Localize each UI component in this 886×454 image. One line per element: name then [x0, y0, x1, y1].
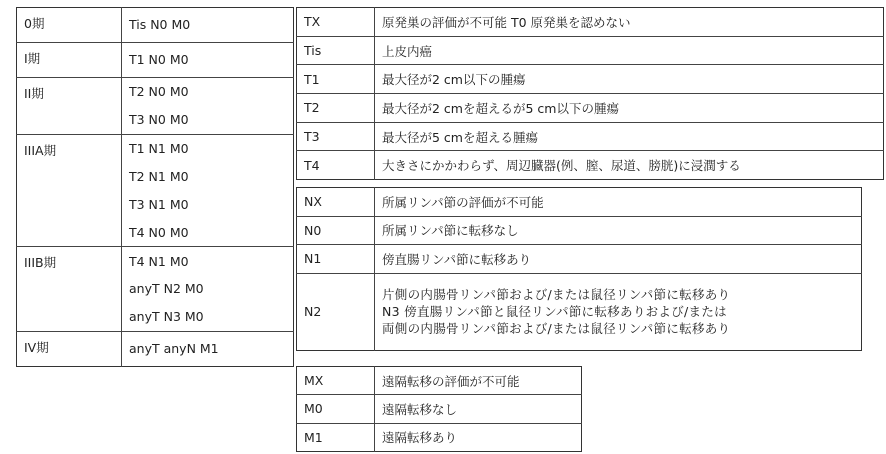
stage-label: IV期: [17, 331, 122, 366]
m-description: 遠隔転移なし: [375, 395, 582, 423]
t-code: T1: [297, 65, 375, 94]
stage-tnm: anyT N3 M0: [129, 309, 204, 325]
stage-row: [17, 42, 294, 77]
t-description: 上皮内癌: [375, 36, 884, 65]
t-description: 原発巣の評価が不可能 T0 原発巣を認めない: [382, 14, 631, 30]
n-code: N1: [297, 245, 375, 274]
m-row: [297, 423, 582, 451]
m-row: [297, 395, 582, 423]
m-description: 遠隔転移あり: [375, 423, 582, 451]
n2-description-line: N3 傍直腸リンパ節と鼠径リンパ節に転移ありおよび/または: [382, 304, 727, 320]
stage-tnm: T4 N0 M0: [129, 224, 189, 240]
stage-row: [17, 331, 294, 366]
m-description: 遠隔転移の評価が不可能: [382, 373, 520, 389]
t-row: [297, 122, 884, 151]
t-row: [297, 65, 884, 94]
stage-tnm: T2 N1 M0: [129, 168, 189, 184]
n-code: N2: [297, 273, 375, 350]
stage-tnm: anyT N2 M0: [129, 281, 204, 297]
t-code: T2: [297, 94, 375, 123]
n-row: [297, 273, 862, 350]
stage-row: [17, 8, 294, 43]
stage-tnm: T3 N0 M0: [129, 112, 189, 128]
stage-label: 0期: [17, 8, 122, 43]
t-classification-table: [296, 7, 884, 180]
n-code: NX: [297, 188, 375, 217]
t-code: T4: [297, 151, 375, 180]
t-code: Tis: [297, 36, 375, 65]
m-classification-table: [296, 366, 582, 452]
stage-row: [17, 134, 294, 162]
t-row: [297, 8, 884, 37]
t-row: [297, 94, 884, 123]
n2-description-line: 両側の内腸骨リンパ節および/または鼠径リンパ節に転移あり: [382, 321, 731, 337]
stage-label: IIIA期: [17, 134, 122, 247]
n2-description-line: 片側の内腸骨リンパ節および/または鼠径リンパ節に転移あり: [382, 287, 731, 303]
t-description: 最大径が2 cm以下の腫瘍: [375, 65, 884, 94]
stage-label: I期: [17, 42, 122, 77]
stage-tnm: T2 N0 M0: [122, 77, 294, 105]
t-description: 最大径が5 cmを超える腫瘍: [375, 122, 884, 151]
m-row: [297, 367, 582, 395]
stage-grouping-table: [16, 7, 294, 367]
t-code: T3: [297, 122, 375, 151]
m-code: MX: [297, 367, 375, 395]
t-description: 最大径が2 cmを超えるが5 cm以下の腫瘍: [375, 94, 884, 123]
t-row: [297, 151, 884, 180]
n-description: 所属リンパ節に転移なし: [375, 216, 862, 245]
stage-row: [17, 77, 294, 105]
n-description: 傍直腸リンパ節に転移あり: [375, 245, 862, 274]
n-code: N0: [297, 216, 375, 245]
stage-tnm: T1 N0 M0: [122, 42, 294, 77]
stage-label: II期: [17, 77, 122, 134]
t-code: TX: [297, 8, 375, 37]
t-description: 大きさにかかわらず、周辺臓器(例、膣、尿道、膀胱)に浸潤する: [375, 151, 884, 180]
m-code: M1: [297, 423, 375, 451]
t-row: [297, 36, 884, 65]
stage-tnm: anyT anyN M1: [122, 331, 294, 366]
n-row: [297, 188, 862, 217]
n-classification-table: [296, 187, 862, 351]
stage-tnm: T3 N1 M0: [129, 196, 189, 212]
m-code: M0: [297, 395, 375, 423]
n-description: 所属リンパ節の評価が不可能: [382, 194, 544, 210]
stage-tnm: T4 N1 M0: [122, 247, 294, 275]
stage-row: [17, 247, 294, 275]
n-row: [297, 216, 862, 245]
stage-label: IIIB期: [17, 247, 122, 332]
stage-tnm: T1 N1 M0: [122, 134, 294, 162]
n-description: [375, 273, 862, 350]
n-row: [297, 245, 862, 274]
stage-tnm: Tis N0 M0: [129, 17, 191, 33]
